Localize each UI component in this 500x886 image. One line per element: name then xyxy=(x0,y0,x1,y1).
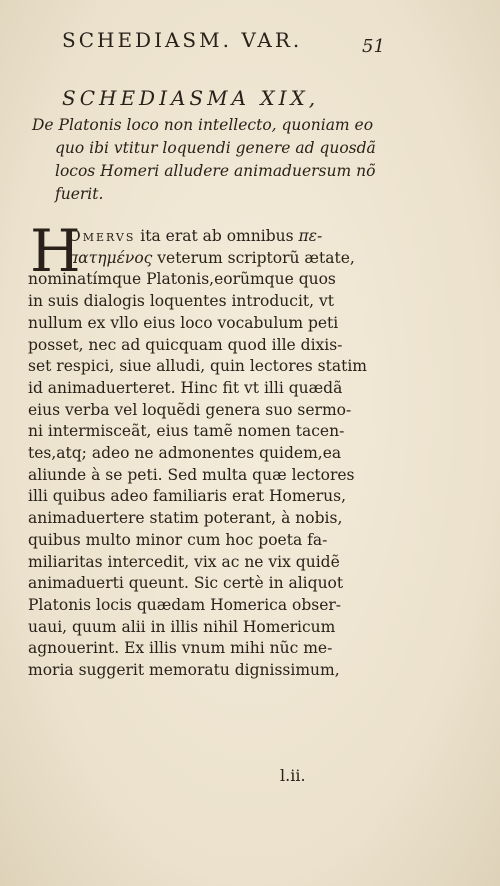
text-fragment: ita erat ab omnibus xyxy=(135,227,299,245)
section-heading: SCHEDIASMA XIX, xyxy=(62,86,320,110)
text-line: id animaduerteret. Hinc fit vt illi quædã xyxy=(28,378,343,397)
text-line: posset, nec ad quicquam quod ille dixis- xyxy=(28,335,343,354)
text-line: quibus multo minor cum hoc poeta fa- xyxy=(28,530,328,549)
text-line: set respici, siue alludi, quin lectores statim xyxy=(28,357,367,376)
text-line: in suis dialogis loquentes introducit, vt xyxy=(28,292,334,311)
text-line: animaduerti queunt. Sic certè in aliquot xyxy=(28,574,344,593)
greek-word: πατημένος xyxy=(68,248,153,267)
text-line xyxy=(28,226,368,248)
text-line: eius verba vel loquẽdi genera suo sermo- xyxy=(28,400,352,419)
text-line: aliunde à se peti. Sed multa quæ lectores xyxy=(28,465,355,484)
greek-word: πε- xyxy=(298,227,323,245)
text-line: illi quibus adeo familiaris erat Homerus, xyxy=(28,487,347,506)
page-number: 51 xyxy=(362,36,385,57)
drop-cap: H xyxy=(30,217,81,285)
subtitle-line: quo ibi vtitur loquendi genere ad quosdã xyxy=(55,139,376,157)
text-line: ni intermisceãt, eius tamẽ nomen tacen- xyxy=(28,422,345,441)
subtitle-line: fuerit. xyxy=(55,185,104,203)
text-line: Platonis locis quædam Homerica obser- xyxy=(28,595,342,614)
section-subtitle xyxy=(32,114,376,206)
text-line: nullum ex vllo eius loco vocabulum peti xyxy=(28,313,339,332)
text-line xyxy=(28,248,368,270)
subtitle-line: locos Homeri alludere animaduersum nõ xyxy=(55,162,376,180)
running-head: SCHEDIASM. VAR. xyxy=(62,28,303,52)
text-line: nominatímque Platonis,eorũmque quos xyxy=(28,270,336,289)
text-line: miliaritas intercedit, vix ac ne vix quidẽ xyxy=(28,552,340,571)
subtitle-line: De Platonis loco non intellecto, quoniam eo xyxy=(32,116,374,134)
text-line: uaui, quum alii in illis nihil Homericum xyxy=(28,617,336,636)
smallcaps-word: Omervs xyxy=(68,227,136,245)
text-fragment: veterum scriptorũ ætate, xyxy=(152,248,355,267)
text-line: moria suggerit memoratu dignissimum, xyxy=(28,661,340,680)
text-line: tes,atq; adeo ne admonentes quidem,ea xyxy=(28,444,342,463)
text-line: animaduertere statim poterant, à nobis, xyxy=(28,509,343,528)
text-line: agnouerint. Ex illis vnum mihi nũc me- xyxy=(28,639,333,658)
catchword: l.ii. xyxy=(280,766,306,785)
body-text xyxy=(28,226,368,682)
